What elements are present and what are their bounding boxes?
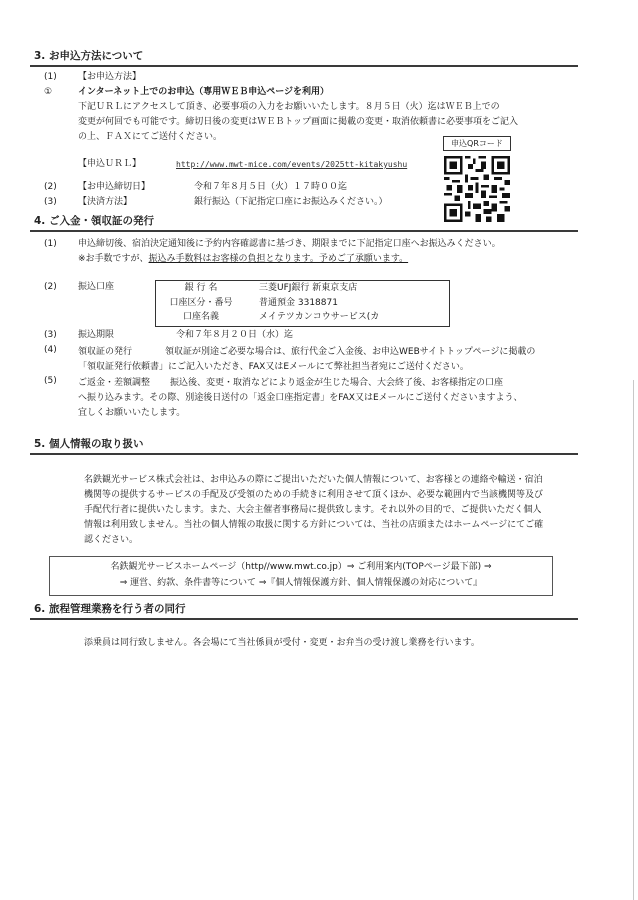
bank-row-account-holder bbox=[156, 312, 449, 326]
account-type-key: 口座区分・番号 bbox=[169, 298, 233, 308]
account-holder-key: 口座名義 bbox=[182, 312, 219, 322]
section-3-heading: 3. お申込方法について bbox=[34, 50, 144, 62]
fee-note-underlined: 振込み手数料はお客様の負担となります。予めご了承願います。 bbox=[148, 254, 409, 264]
bank-row-account-number bbox=[156, 298, 449, 312]
s4-transfer-deadline-value: 令和７年８月２０日（水）迄 bbox=[176, 330, 294, 340]
s3-item1-label: 【お申込方法】 bbox=[78, 72, 142, 82]
s5-paragraph-line-2: 機関等の提供するサービスの手配及び受領のための手続きに利用させて頂くほか、必要な範囲内で当該機関等及び bbox=[84, 490, 544, 500]
s3-item2-number: (2) bbox=[44, 182, 57, 192]
s3-sub1-title: インターネット上でのお申込（専用ＷＥＢ申込ページを利用） bbox=[78, 87, 330, 97]
s4-item4-number: (4) bbox=[44, 345, 57, 355]
homepage-reference-box bbox=[49, 556, 553, 596]
section-5-rule bbox=[30, 453, 578, 455]
section-3-rule bbox=[30, 65, 578, 67]
s4-item1-number: (1) bbox=[44, 239, 57, 249]
s3-sub1-number: ① bbox=[44, 87, 53, 97]
s3-item1-number: (1) bbox=[44, 72, 57, 82]
bank-account-box bbox=[155, 280, 450, 327]
s5-paragraph-line-1: 名鉄観光サービス株式会社は、お申込みの際にご提出いただいた個人情報について、お客様との連絡や輸送・宿泊 bbox=[84, 475, 543, 485]
qr-code-image[interactable] bbox=[444, 156, 510, 222]
s3-url-label: 【申込ＵＲＬ】 bbox=[78, 159, 142, 169]
s4-item4-label: 領収証の発行 bbox=[78, 347, 133, 357]
s3-item2-label: 【お申込締切日】 bbox=[78, 182, 151, 192]
bank-name-value: 三菱UFJ銀行 新東京支店 bbox=[259, 283, 358, 293]
section-6-rule bbox=[30, 618, 578, 620]
s4-item5-number: (5) bbox=[44, 376, 57, 386]
s4-item5-line-1: 振込後、変更・取消などにより返金が生じた場合、大会終了後、お客様指定の口座 bbox=[170, 378, 504, 388]
application-url-link[interactable]: http://www.mwt-mice.com/events/2025tt-kitakyushu bbox=[176, 160, 408, 169]
s3-sub1-line-3: の上、ＦＡＸにてご送付ください。 bbox=[78, 132, 223, 142]
s4-item4-line-1: 領収証が別途ご必要な場合は、旅行代金ご入金後、お申込WEBサイトトップページに掲載の bbox=[165, 347, 536, 357]
s4-item5-line-3: 宜しくお願いいたします。 bbox=[78, 408, 186, 418]
s3-item3-number: (3) bbox=[44, 197, 57, 207]
scan-edge-line bbox=[633, 380, 634, 900]
section-4-rule bbox=[30, 230, 578, 232]
s3-item3-label: 【決済方法】 bbox=[78, 197, 133, 207]
section-4-heading: 4. ご入金・領収証の発行 bbox=[34, 215, 154, 227]
homepage-reference-line-1: 名鉄観光サービスホームページ（http//www.mwt.co.jp）⇒ ご利用案内(TOPページ最下部) ⇒ bbox=[110, 562, 492, 572]
s5-paragraph-line-5: 認ください。 bbox=[84, 535, 139, 545]
bank-row-bank-name bbox=[156, 283, 449, 297]
qr-code-label: 申込QRコード bbox=[443, 136, 511, 151]
s4-item2-label: 振込口座 bbox=[78, 282, 115, 292]
homepage-reference-line-2: ⇒ 運営、約款、条件書等について ⇒『個人情報保護方針、個人情報保護の対応について』 bbox=[119, 578, 483, 588]
bank-name-key: 銀 行 名 bbox=[184, 283, 218, 293]
s4-item1-line-1: 申込締切後、宿泊決定通知後に予約内容確認書に基づき、期限までに下記指定口座へお振込みください。 bbox=[78, 239, 501, 249]
s4-item1-line-2 bbox=[78, 254, 408, 266]
s4-item3-label: 振込期限 bbox=[78, 330, 115, 340]
account-holder-value: メイテツカンコウサービス(カ bbox=[259, 312, 380, 322]
s3-deadline-value: 令和７年８月５日（火）１７時００迄 bbox=[194, 182, 348, 192]
s4-item5-label: ご返金・差額調整 bbox=[78, 378, 151, 388]
s4-item4-line-2: 「領収証発行依頼書」にご記入いただき、FAX又はEメールにて弊社担当者宛にご送付ください。 bbox=[78, 362, 469, 372]
section-6-heading: 6. 旅程管理業務を行う者の同行 bbox=[34, 603, 186, 615]
s4-item2-number: (2) bbox=[44, 282, 57, 292]
section-5-heading: 5. 個人情報の取り扱い bbox=[34, 438, 144, 450]
fee-note-prefix: ※お手数ですが、 bbox=[78, 254, 149, 264]
s4-item3-number: (3) bbox=[44, 330, 57, 340]
s4-item5-line-2: へ振り込みます。その際、別途後日送付の「返金口座指定書」をFAX又はEメールにご送付くださいますよう、 bbox=[78, 393, 523, 403]
s6-text: 添乗員は同行致しません。各会場にて当社係員が受付・変更・お弁当の受け渡し業務を行います。 bbox=[84, 638, 480, 648]
s5-paragraph-line-3: 手配代行者に提供いたします。また、大会主催者事務局に提供致します。それ以外の目的で、ご提供いただく個人 bbox=[84, 505, 542, 515]
s3-sub1-line-2: 変更が何回でも可能です。締切日後の変更はＷＥＢトップ画面に掲載の変更・取消依頼書に必要事項をご記入 bbox=[78, 117, 519, 127]
s5-paragraph-line-4: 情報は利用致しません。当社の個人情報の取扱に関する方針については、当社の店頭またはホームページにてご確 bbox=[84, 520, 544, 530]
s3-sub1-line-1: 下記ＵＲＬにアクセスして頂き、必要事項の入力をお願いいたします。８月５日（火）迄はＷＥＢ上での bbox=[78, 102, 500, 112]
s3-payment-method-value: 銀行振込（下記指定口座にお振込みください。） bbox=[194, 197, 388, 207]
account-type-value: 普通預金 3318871 bbox=[259, 298, 338, 308]
